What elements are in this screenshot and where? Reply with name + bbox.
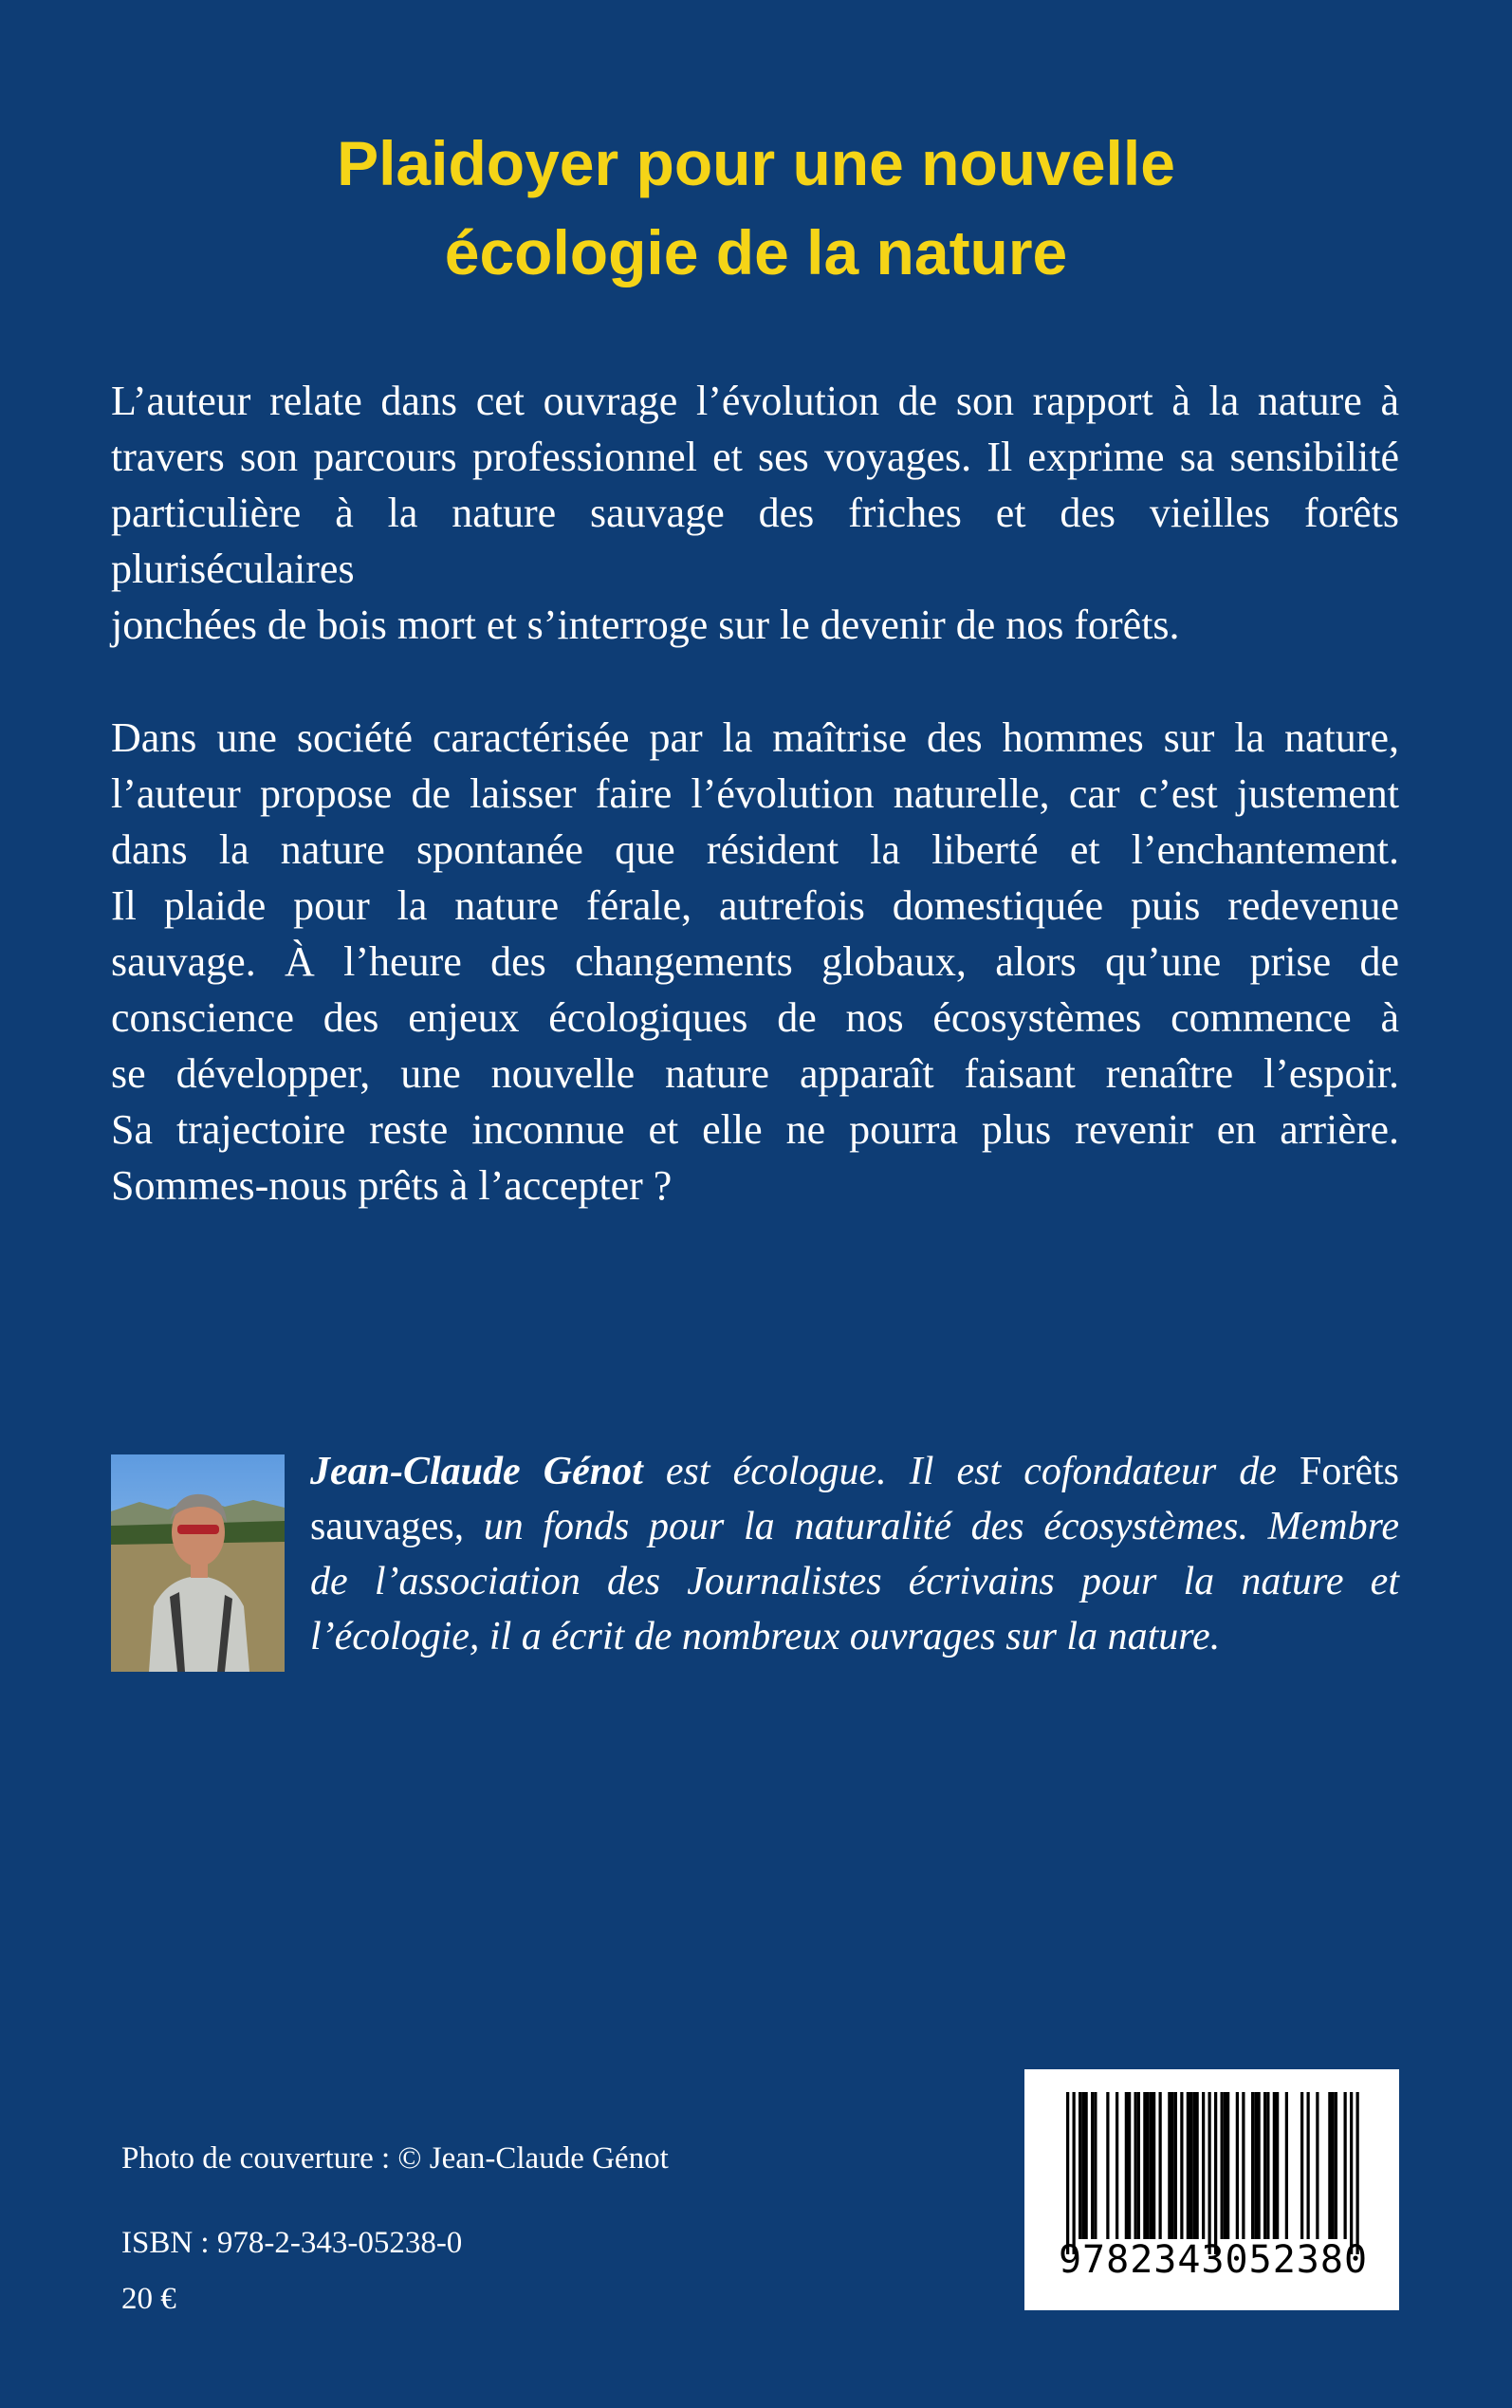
barcode-bar — [1236, 2092, 1239, 2239]
barcode-bar — [1134, 2092, 1137, 2239]
barcode-bar — [1159, 2092, 1162, 2239]
title-line-1: Plaidoyer pour une nouvelle — [337, 128, 1175, 198]
barcode-bar — [1128, 2092, 1131, 2239]
barcode-bar — [1285, 2092, 1288, 2239]
barcode-bar — [1332, 2092, 1335, 2239]
barcode-bar — [1254, 2092, 1257, 2239]
barcode-bar — [1192, 2092, 1195, 2239]
title-line-2: écologie de la nature — [444, 217, 1068, 287]
barcode-bar — [1273, 2092, 1276, 2239]
bio-line-1 — [310, 1444, 1399, 1499]
organisation-name-cont: sauvages — [310, 1505, 454, 1548]
author-name: Jean-Claude Génot — [310, 1450, 643, 1493]
barcode-bar — [1251, 2092, 1254, 2239]
price: 20 € — [121, 2282, 176, 2316]
barcode-bar — [1066, 2092, 1069, 2254]
barcode-bar — [1356, 2092, 1359, 2254]
barcode-bar — [1094, 2092, 1097, 2239]
barcode-bar — [1196, 2092, 1199, 2239]
bio-line-2 — [310, 1499, 1399, 1554]
barcode-bar — [1125, 2092, 1128, 2239]
barcode-bar — [1335, 2092, 1337, 2239]
barcode — [1024, 2069, 1399, 2310]
barcode-bar — [1150, 2092, 1152, 2239]
barcode-bar — [1116, 2092, 1118, 2239]
bio-text: , un fonds pour la naturalité des écosystèmes. Membre — [453, 1505, 1399, 1548]
barcode-bar — [1258, 2092, 1261, 2239]
barcode-bar — [1180, 2092, 1183, 2239]
book-title — [0, 119, 1512, 297]
barcode-bar — [1174, 2092, 1177, 2239]
isbn: ISBN : 978-2-343-05238-0 — [121, 2226, 463, 2260]
barcode-bar — [1073, 2092, 1076, 2254]
barcode-bar — [1091, 2092, 1094, 2239]
barcode-bar — [1350, 2092, 1353, 2254]
text-line: travers son parcours professionnel et ses voyages. Il exprime sa sensibilité — [111, 434, 1399, 480]
text-line: Dans une société caractérisée par la maîtrise des hommes sur la nature, — [111, 714, 1399, 761]
barcode-bar — [1307, 2092, 1310, 2239]
text-line: sauvage. À l’heure des changements globaux, alors qu’une prise de — [111, 938, 1399, 985]
barcode-bar — [1344, 2092, 1347, 2239]
barcode-bar — [1168, 2092, 1171, 2239]
barcode-bar — [1106, 2092, 1109, 2239]
text-line: jonchées de bois mort et s’interroge sur le devenir de nos forêts. — [111, 602, 1180, 648]
photo-credit: Photo de couverture : © Jean-Claude Génot — [121, 2141, 669, 2176]
barcode-bar — [1328, 2092, 1331, 2239]
bio-text: l’écologie, il a écrit de nombreux ouvrages sur la nature. — [310, 1615, 1221, 1658]
bio-line-3 — [310, 1554, 1399, 1609]
barcode-bar — [1171, 2092, 1174, 2239]
bio-text: est écologue. Il est cofondateur de — [642, 1450, 1300, 1493]
text-line: L’auteur relate dans cet ouvrage l’évolution de son rapport à la nature à — [111, 378, 1399, 424]
barcode-bar — [1152, 2092, 1155, 2239]
organisation-name: Forêts — [1300, 1450, 1400, 1493]
barcode-bar — [1276, 2092, 1279, 2239]
barcode-bar — [1208, 2092, 1211, 2254]
barcode-bar — [1079, 2092, 1081, 2239]
author-photo — [111, 1454, 285, 1672]
barcode-bar — [1143, 2092, 1146, 2239]
barcode-bar — [1187, 2092, 1189, 2239]
bio-line-4 — [310, 1609, 1399, 1664]
barcode-bar — [1081, 2092, 1084, 2239]
bio-text: de l’association des Journalistes écrivains pour la nature et — [310, 1560, 1399, 1603]
summary-paragraph-2 — [111, 710, 1399, 1213]
barcode-bar — [1300, 2092, 1303, 2239]
text-line: conscience des enjeux écologiques de nos écosystèmes commence à — [111, 994, 1399, 1041]
barcode-bar — [1147, 2092, 1150, 2239]
text-line: Sa trajectoire reste inconnue et elle ne pourra plus revenir en arrière. — [111, 1106, 1399, 1153]
text-line: se développer, une nouvelle nature apparaît faisant renaître l’espoir. — [111, 1050, 1399, 1097]
author-bio — [310, 1444, 1399, 1664]
barcode-bar — [1085, 2092, 1088, 2239]
barcode-bar — [1224, 2092, 1226, 2239]
text-line: dans la nature spontanée que résident la liberté et l’enchantement. — [111, 826, 1399, 873]
barcode-bar — [1266, 2092, 1269, 2239]
text-line: Sommes-nous prêts à l’accepter ? — [111, 1162, 673, 1209]
barcode-bar — [1137, 2092, 1140, 2239]
barcode-bar — [1263, 2092, 1266, 2239]
text-line: Il plaide pour la nature férale, autrefois domestiquée puis redevenue — [111, 882, 1399, 929]
text-line: l’auteur propose de laisser faire l’évolution naturelle, car c’est justement — [111, 770, 1399, 817]
barcode-bar — [1316, 2092, 1318, 2239]
barcode-bar — [1189, 2092, 1192, 2239]
summary-paragraph-1 — [111, 373, 1399, 653]
barcode-digits: 9782343052380 — [1058, 2238, 1369, 2282]
barcode-bar — [1202, 2092, 1205, 2239]
text-line: particulière à la nature sauvage des friches et des vieilles forêts pluriséculaires — [111, 490, 1399, 592]
barcode-bar — [1214, 2092, 1217, 2254]
barcode-bar — [1242, 2092, 1245, 2239]
barcode-bar — [1226, 2092, 1229, 2239]
barcode-bar — [1221, 2092, 1224, 2239]
